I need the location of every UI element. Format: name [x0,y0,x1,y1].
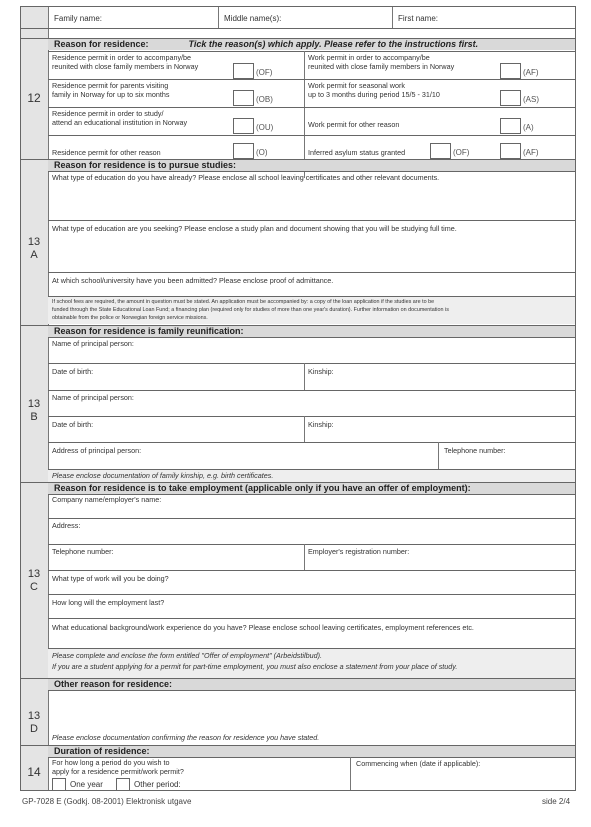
duration-question-line-2: apply for a residence permit/work permit? [52,767,184,776]
option-as-label-1: Work permit for seasonal work [308,81,405,90]
option-af-label-1: Work permit in order to accompany/be [308,53,430,62]
kinship-label-2: Kinship: [308,420,334,429]
option-a-label: Work permit for other reason [308,120,400,129]
checkbox-a[interactable] [500,118,521,134]
code-ob: (OB) [256,95,273,104]
other-period-label: Other period: [134,780,181,789]
first-name-label: First name: [398,14,439,23]
principal-name-label-1: Name of principal person: [52,339,134,348]
employment-note-line-2: If you are a student applying for a permit for part-time employment, you must also enclose a statement from your place of study. [52,662,458,671]
principal-phone-label: Telephone number: [444,446,506,455]
studies-note-line-2: funded through the State Educational Loan Fund; a financing plan (required only for studies of more than one year's duration). Further information on documentation is [52,307,449,313]
education-have-question: What type of education do you have already? Please enclose all school leaving certificates and other relevant documents. [52,173,440,182]
code-ou: (OU) [256,123,274,132]
code-a: (A) [523,123,534,132]
employment-note [48,649,576,678]
commencing-date-label: Commencing when (date if applicable): [356,759,481,768]
date-of-birth-label-2: Date of birth: [52,420,94,429]
code-o: (O) [256,148,268,157]
section-13a-number: 13 A [27,236,41,261]
work-experience-question: What educational background/work experience do you have? Please enclose school leaving certificates, employment references etc. [52,623,474,632]
checkbox-af[interactable] [500,63,521,79]
code-of: (OF) [256,68,273,77]
option-o-label: Residence permit for other reason [52,148,161,157]
section-12-title: Reason for residence: [54,39,149,49]
section-14-header: Duration of residence: [48,746,576,757]
section-13a-header: Reason for residence is to pursue studies: [48,160,576,171]
family-name-label: Family name: [54,14,103,23]
section-13d-number: 13 D [27,710,41,735]
page-number: side 2/4 [542,797,571,806]
checkbox-as[interactable] [500,90,521,106]
duration-question-line-1: For how long a period do you wish to [52,758,170,767]
employment-note-line-1: Please complete and enclose the form entitled "Offer of employment" (Arbeidstilbud). [52,651,322,660]
work-type-question: What type of work will you be doing? [52,574,169,583]
kinship-label-1: Kinship: [308,367,334,376]
section-13b-number: 13 B [27,398,41,423]
school-admitted-question: At which school/university have you been admitted? Please enclose proof of admittance. [52,276,334,285]
option-ou-label-1: Residence permit in order to study/ [52,109,164,118]
checkbox-af-2[interactable] [500,143,521,159]
option-ob-label-1: Residence permit for parents visiting [52,81,169,90]
section-13c-header: Reason for residence is to take employment (applicable only if you have an offer of employment): [48,483,576,494]
option-as-label-2: up to 3 months during period 15/5 - 31/10 [308,90,440,99]
studies-note-line-3: obtainable from the police or Norwegian foreign service missions. [52,315,208,321]
section-14-number: 14 [27,765,41,779]
checkbox-o[interactable] [233,143,254,159]
checkbox-ou[interactable] [233,118,254,134]
kinship-note-text: Please enclose documentation of family kinship, e.g. birth certificates. [52,471,274,480]
section-12-instructions: Tick the reason(s) which apply. Please refer to the instructions first. [188,39,479,49]
studies-note-line-1: If school fees are required, the amount in question must be stated. An application must be accompanied by: a copy of the loan application if the studies are to be [52,299,435,305]
one-year-label: One year [70,780,103,789]
section-12-number: 12 [27,91,41,105]
option-asylum-label: Inferred asylum status granted [308,148,406,157]
middle-names-label: Middle name(s): [224,14,282,23]
principal-name-label-2: Name of principal person: [52,393,134,402]
kinship-note [48,470,576,482]
section-13d-header: Other reason for residence: [48,679,576,690]
education-seeking-question: What type of education are you seeking? Please enclose a study plan and document showing that you will be studying full time. [52,224,457,233]
employment-duration-question: How long will the employment last? [52,598,165,607]
section-13b-header: Reason for residence is family reunification: [48,326,576,337]
studies-note [48,297,576,324]
section-13c-number: 13 C [27,568,41,593]
employer-phone-label: Telephone number: [52,547,114,556]
option-ob-label-2: family in Norway for up to six months [52,90,170,99]
option-ou-label-2: attend an educational institution in Norway [52,118,188,127]
option-of-label-1: Residence permit in order to accompany/be [52,53,192,62]
code-af-2: (AF) [523,148,539,157]
code-as: (AS) [523,95,539,104]
code-af: (AF) [523,68,539,77]
code-asylum: (OF) [453,148,470,157]
option-af-label-2: reunited with close family members in Norway [308,62,455,71]
employer-name-label: Company name/employer's name: [52,495,162,504]
checkbox-ob[interactable] [233,90,254,106]
form-page [20,6,576,796]
section-12-header [48,39,576,50]
employer-registration-label: Employer's registration number: [308,547,410,556]
checkbox-asylum[interactable] [430,143,451,159]
form-id: GP-7028 E (Godkj. 08-2001) Elektronisk utgave [22,797,192,806]
principal-address-label: Address of principal person: [52,446,142,455]
checkbox-of[interactable] [233,63,254,79]
option-of-label-2: reunited with close family members in Norway [52,62,199,71]
other-reason-note: Please enclose documentation confirming the reason for residence you have stated. [52,733,320,742]
employer-address-label: Address: [52,521,81,530]
date-of-birth-label-1: Date of birth: [52,367,94,376]
